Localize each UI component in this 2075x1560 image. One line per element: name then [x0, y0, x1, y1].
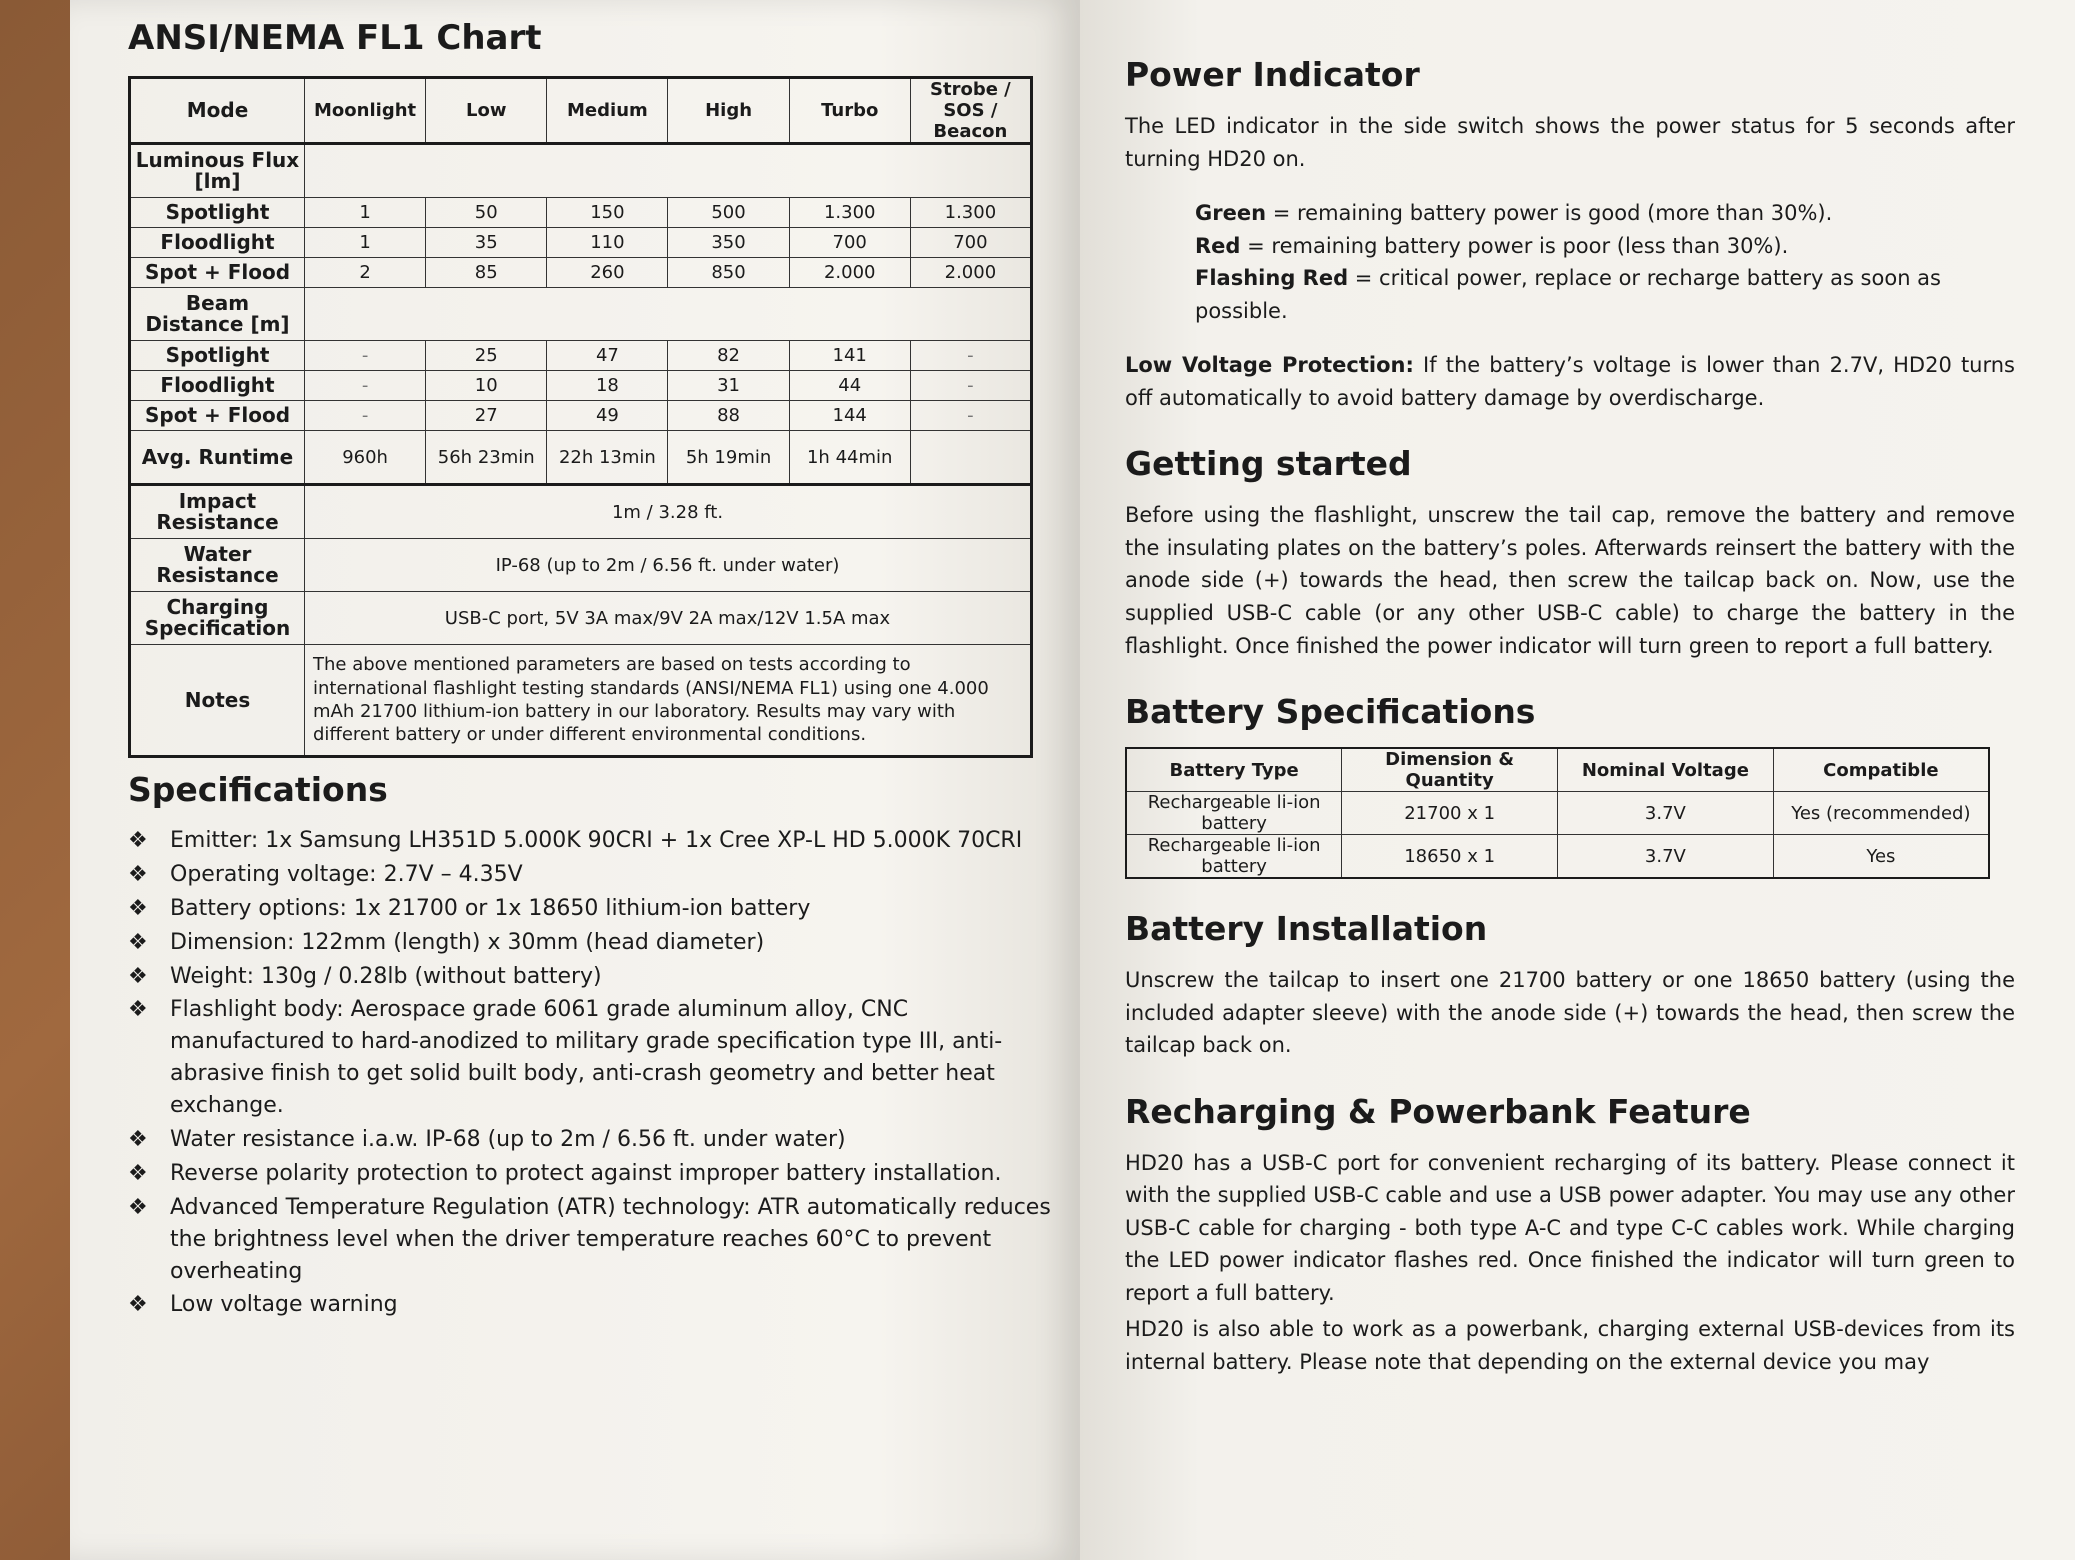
distance-row-floodlight [130, 371, 1032, 401]
bullet-icon: ❖ [128, 1160, 148, 1186]
list-item [128, 825, 1054, 857]
table-cell: 1 [305, 228, 426, 258]
list-item [128, 1158, 1054, 1190]
table-cell: - [910, 401, 1031, 431]
runtime-row [130, 431, 1032, 485]
table-cell: - [305, 371, 426, 401]
spec-text: Flashlight body: Aerospace grade 6061 grade aluminum alloy, CNC manufactured to hard-anodized to military grade specification type III, anti-abrasive finish to get solid built body, anti-crash geometry and better heat exchange. [170, 997, 1003, 1119]
mode-strobe: Strobe / SOS / Beacon [910, 78, 1031, 144]
table-cell: 500 [668, 198, 789, 228]
table-cell: 144 [789, 401, 910, 431]
bullet-icon: ❖ [128, 861, 148, 887]
battery-specifications-title: Battery Specifications [1125, 692, 1536, 732]
table-cell: 88 [668, 401, 789, 431]
impact-value: 1m / 3.28 ft. [305, 485, 1032, 539]
table-cell: - [910, 341, 1031, 371]
bullet-icon: ❖ [128, 828, 148, 853]
table-cell: 21700 x 1 [1342, 792, 1558, 835]
column-header: Nominal Voltage [1558, 748, 1774, 792]
status-green [1195, 197, 2015, 230]
recharging-text: HD20 has a USB-C port for convenient recharging of its battery. Please connect it with the supplied USB-C cable and use a USB power adapter. You may use any other USB-C cable for charging - both type A-C and type C-C cables work. While charging the LED power indicator flashes red. Once finished the indicator will turn green to report a full battery. [1125, 1150, 2015, 1305]
spec-text: Dimension: 122mm (length) x 30mm (head diameter) [170, 929, 765, 955]
table-row [1126, 835, 1989, 879]
list-item [128, 1124, 1054, 1156]
table-cell: 5h 19min [668, 431, 789, 485]
table-cell: 850 [668, 258, 789, 288]
table-cell: 141 [789, 341, 910, 371]
table-cell: 31 [668, 371, 789, 401]
mode-header: Mode [130, 78, 305, 144]
impact-row [130, 485, 1032, 539]
table-cell: 82 [668, 341, 789, 371]
bullet-icon: ❖ [128, 963, 148, 989]
runtime-label: Avg. Runtime [130, 431, 305, 485]
table-cell: 56h 23min [426, 431, 547, 485]
bullet-icon: ❖ [128, 895, 148, 921]
table-cell: Yes [1773, 835, 1989, 879]
table-cell: - [910, 371, 1031, 401]
right-page [1080, 0, 2075, 1560]
row-label: Spot + Flood [130, 401, 305, 431]
getting-started-title: Getting started [1125, 444, 1412, 484]
charging-row [130, 592, 1032, 645]
getting-started-section [1125, 444, 2015, 662]
row-label: Spotlight [130, 341, 305, 371]
table-cell: 2 [305, 258, 426, 288]
table-cell: 35 [426, 228, 547, 258]
table-cell: 3.7V [1558, 835, 1774, 879]
table-cell: Rechargeable li-ion battery [1126, 792, 1342, 835]
flux-row-floodlight [130, 228, 1032, 258]
battery-installation-text: Unscrew the tailcap to insert one 21700 battery or one 18650 battery (using the included adapter sleeve) with the anode side (+) towards the head, then screw the tailcap back on. [1125, 968, 2015, 1058]
flashing-label: Flashing Red [1195, 266, 1349, 291]
battery-header-row [1126, 748, 1989, 792]
distance-section-row [130, 288, 1032, 341]
spec-text: Water resistance i.a.w. IP-68 (up to 2m / 6.56 ft. under water) [170, 1127, 846, 1153]
battery-specifications-section [1125, 692, 2015, 879]
row-label: Spotlight [130, 198, 305, 228]
table-cell: 25 [426, 341, 547, 371]
specifications-title: Specifications [128, 770, 388, 809]
table-cell: 960h [305, 431, 426, 485]
table-cell: 18 [547, 371, 668, 401]
table-cell [910, 431, 1031, 485]
table-cell: 18650 x 1 [1342, 835, 1558, 879]
battery-installation-title: Battery Installation [1125, 909, 1488, 949]
table-cell: Yes (recommended) [1773, 792, 1989, 835]
charging-value: USB-C port, 5V 3A max/9V 2A max/12V 1.5A max [305, 592, 1032, 645]
bullet-icon: ❖ [128, 1127, 148, 1153]
green-text: = remaining battery power is good (more than 30%). [1266, 201, 1833, 226]
table-cell: 700 [910, 228, 1031, 258]
mode-medium: Medium [547, 78, 668, 144]
list-item [128, 893, 1054, 925]
flux-row-spot-flood [130, 258, 1032, 288]
spec-text: Battery options: 1x 21700 or 1x 18650 lithium-ion battery [170, 895, 811, 921]
left-page [70, 0, 1080, 1560]
water-value: IP-68 (up to 2m / 6.56 ft. under water) [305, 539, 1032, 592]
bullet-icon: ❖ [128, 929, 148, 955]
fl1-table [128, 76, 1033, 758]
table-cell: - [305, 401, 426, 431]
getting-started-text: Before using the flashlight, unscrew the tail cap, remove the battery and remove the insulating plates on the battery’s poles. Afterwards reinsert the battery with the anode side (+) towards the head, then screw the tailcap back on. Now, use the supplied USB-C cable (or any other USB-C cable) to charge the battery in the flashlight. Once finished the power indicator will turn green to report a full battery. [1125, 503, 2015, 658]
recharging-section [1125, 1092, 2015, 1379]
table-cell: 1 [305, 198, 426, 228]
red-text: = remaining battery power is poor (less than 30%). [1240, 233, 1789, 258]
table-cell: 2.000 [910, 258, 1031, 288]
table-cell: 49 [547, 401, 668, 431]
flux-row-spotlight [130, 198, 1032, 228]
water-row [130, 539, 1032, 592]
table-cell: 50 [426, 198, 547, 228]
list-item [128, 927, 1054, 959]
green-label: Green [1195, 201, 1267, 226]
table-cell: 10 [426, 371, 547, 401]
table-cell: 47 [547, 341, 668, 371]
low-voltage-protection [1125, 349, 2015, 414]
impact-label: Impact Resistance [130, 485, 305, 539]
table-cell: - [305, 341, 426, 371]
list-item [128, 1289, 1054, 1321]
flux-section-row [130, 144, 1032, 198]
table-cell: 1.300 [789, 198, 910, 228]
fl1-chart-title: ANSI/NEMA FL1 Chart [128, 18, 542, 58]
notes-value: The above mentioned parameters are based on tests according to international flashlight testing standards (ANSI/NEMA FL1) using one 4.000 mAh 21700 lithium-ion battery in our laboratory. Results may vary with different battery or under different environmental conditions. [305, 645, 1032, 757]
table-cell: 110 [547, 228, 668, 258]
mode-moonlight: Moonlight [305, 78, 426, 144]
power-indicator-title: Power Indicator [1125, 55, 1420, 94]
bullet-icon: ❖ [128, 1292, 148, 1318]
row-label: Floodlight [130, 228, 305, 258]
table-cell: 27 [426, 401, 547, 431]
list-item [128, 961, 1054, 993]
table-cell: 85 [426, 258, 547, 288]
table-cell: 2.000 [789, 258, 910, 288]
power-status-list [1125, 197, 2015, 327]
battery-installation-section [1125, 909, 2015, 1062]
column-header: Dimension & Quantity [1342, 748, 1558, 792]
status-red [1195, 230, 2015, 263]
charging-label: Charging Specification [130, 592, 305, 645]
table-cell: 44 [789, 371, 910, 401]
table-cell: Rechargeable li-ion battery [1126, 835, 1342, 879]
specifications-list [128, 825, 1054, 1321]
mode-high: High [668, 78, 789, 144]
mode-low: Low [426, 78, 547, 144]
distance-label: Beam Distance [m] [130, 288, 305, 341]
list-item [128, 994, 1054, 1122]
lvp-label: Low Voltage Protection: [1125, 353, 1414, 378]
row-label: Floodlight [130, 371, 305, 401]
status-flashing [1195, 262, 2015, 327]
powerbank-text: HD20 is also able to work as a powerbank, charging external USB-devices from its internal battery. Please note that depending on the external device you may [1125, 1317, 2015, 1375]
spec-text: Advanced Temperature Regulation (ATR) technology: ATR automatically reduces the brightness level when the driver temperature reaches 60°C to prevent overheating [170, 1194, 1051, 1284]
power-indicator-section [1125, 55, 2015, 414]
red-label: Red [1195, 233, 1241, 258]
distance-row-spot-flood [130, 401, 1032, 431]
specifications-section [128, 770, 1054, 1321]
spec-text: Reverse polarity protection to protect against improper battery installation. [170, 1160, 1002, 1186]
power-intro: The LED indicator in the side switch shows the power status for 5 seconds after turning HD20 on. [1125, 114, 2015, 171]
notes-label: Notes [130, 645, 305, 757]
row-label: Spot + Flood [130, 258, 305, 288]
flashing-text: = critical power, replace or recharge battery as soon as possible. [1195, 266, 1941, 323]
table-cell: 150 [547, 198, 668, 228]
table-cell: 3.7V [1558, 792, 1774, 835]
spec-text: Weight: 130g / 0.28lb (without battery) [170, 963, 602, 989]
notes-row [130, 645, 1032, 757]
column-header: Battery Type [1126, 748, 1342, 792]
recharging-title: Recharging & Powerbank Feature [1125, 1091, 1751, 1131]
water-label: Water Resistance [130, 539, 305, 592]
table-row [1126, 792, 1989, 835]
spec-text: Operating voltage: 2.7V – 4.35V [170, 861, 523, 887]
battery-table [1125, 747, 1990, 879]
table-cell: 350 [668, 228, 789, 258]
list-item [128, 1192, 1054, 1288]
table-cell: 700 [789, 228, 910, 258]
list-item [128, 859, 1054, 891]
table-cell: 22h 13min [547, 431, 668, 485]
table-cell: 1.300 [910, 198, 1031, 228]
bullet-icon: ❖ [128, 997, 148, 1023]
column-header: Compatible [1773, 748, 1989, 792]
fl1-header-row [130, 78, 1032, 144]
table-cell: 260 [547, 258, 668, 288]
bullet-icon: ❖ [128, 1194, 148, 1220]
spec-text: Low voltage warning [170, 1292, 398, 1318]
mode-turbo: Turbo [789, 78, 910, 144]
distance-row-spotlight [130, 341, 1032, 371]
table-cell: 1h 44min [789, 431, 910, 485]
lvp-text: If the battery’s voltage is lower than 2.7V, HD20 turns off automatically to avoid battery damage by overdischarge. [1125, 353, 2015, 410]
flux-label: Luminous Flux [lm] [130, 144, 305, 198]
spec-text: Emitter: 1x Samsung LH351D 5.000K 90CRI + 1x Cree XP-L HD 5.000K 70CRI [170, 828, 1023, 853]
